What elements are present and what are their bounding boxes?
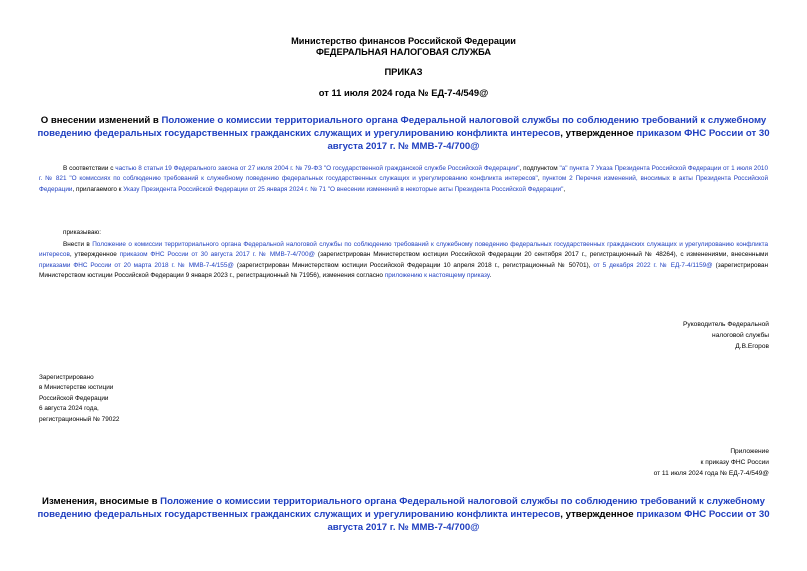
registration-line: в Министерстве юстиции — [39, 384, 114, 392]
preamble-link-decree-71[interactable]: Указу Президента Российской Федерации от 25 января 2024 г. № 71 "О внесении изменений в некоторые акты Президента Российской Федерации" — [123, 185, 564, 193]
signature-block — [569, 320, 769, 352]
body-text: Внести в — [63, 241, 93, 248]
changes-title-link-order[interactable]: приказом ФНС России от 30 августа 2017 г. № ММВ-7-4/700@ — [327, 509, 770, 533]
preamble-text: , — [537, 175, 543, 183]
appendix-block — [529, 447, 769, 479]
title-middle: , утвержденное — [560, 128, 637, 139]
title-prefix: О внесении изменений в — [40, 115, 162, 126]
body-link-regulation[interactable]: Положение о комиссии территориального органа Федеральной налоговой службы по соблюдению требований к служебному поведению федеральных государственных гражданских служащих и урегулированию конфликта интересов — [39, 241, 768, 259]
registration-line: Зарегистрировано — [39, 374, 94, 381]
body-text: (зарегистрирован Министерством юстиции Российской Федерации 20 сентября 2017 г., регистрационный № 48264), с изменениями, внесенными — [315, 251, 769, 259]
appendix-line: к приказу ФНС России — [700, 458, 769, 466]
document-header — [0, 36, 807, 58]
body-link-order-1159[interactable]: от 5 декабря 2022 г. № ЕД-7-4/1159@ — [593, 261, 713, 269]
preamble-link-decree-821[interactable]: "а" пункта 7 Указа Президента Российской Федерации от 1 июля 2010 г. № 821 "О комиссиях по соблюдению требований к служебному поведению федеральных государственных служащих и урегулированию конфликта интересов" — [39, 165, 768, 183]
signature-name: Д.В.Егоров — [735, 342, 769, 350]
body-link-order-700[interactable]: приказом ФНС России от 30 августа 2017 г. № ММВ-7-4/700@ — [119, 251, 316, 259]
changes-title — [30, 495, 777, 534]
document-type: ПРИКАЗ — [384, 66, 423, 77]
title-link-regulation[interactable]: Положение о комиссии территориального органа Федеральной налоговой службы по соблюдению требований к служебному поведению федеральных государственных гражданских служащих и урегулированию конфликта интересов — [37, 115, 767, 139]
document-title — [30, 114, 777, 153]
body-link-appendix[interactable]: приложению к настоящему приказу — [384, 272, 490, 280]
registration-block — [39, 373, 259, 425]
preamble-link-changes-list[interactable]: пунктом 2 Перечня изменений, вносимых в акты Президента Российской Федерации — [39, 175, 769, 193]
preamble-text: В соответствии с — [63, 165, 116, 172]
signature-line: Руководитель Федеральной — [683, 321, 769, 328]
signature-line: налоговой службы — [712, 331, 769, 339]
body-text: (зарегистрирован Министерством юстиции Российской Федерации 9 января 2023 г., регистрационный № 71956), изменения согласно — [39, 261, 768, 280]
registration-line: 6 августа 2024 года, — [39, 405, 99, 413]
body-text: . — [489, 272, 492, 280]
title-link-order[interactable]: приказом ФНС России от 30 августа 2017 г. № ММВ-7-4/700@ — [327, 128, 770, 152]
appendix-line: Приложение — [730, 448, 769, 455]
body-link-orders-155[interactable]: приказами ФНС России от 20 марта 2018 г. № ММВ-7-4/155@ — [39, 261, 234, 269]
order-body-paragraph — [39, 240, 768, 282]
registration-line: регистрационный № 79022 — [39, 415, 120, 423]
preamble-text: , подпунктом — [519, 165, 560, 172]
order-word: приказываю: — [63, 229, 101, 236]
ministry-name: Министерство финансов Российской Федерации — [291, 36, 516, 46]
preamble-link-federal-law[interactable]: частью 8 статьи 19 Федерального закона от 27 июля 2004 г. № 79-ФЗ "О государственной гражданской службе Российской Федерации" — [115, 165, 520, 172]
preamble-text: , прилагаемого к — [72, 185, 124, 193]
changes-title-prefix: Изменения, вносимые в — [42, 496, 161, 507]
body-text: , утвержденное — [69, 251, 120, 259]
body-text: (зарегистрирован Министерством юстиции Российской Федерации 10 апреля 2018 г., регистрационный № 50701), — [233, 261, 594, 269]
registration-line: Российской Федерации — [39, 394, 109, 402]
changes-title-link-regulation[interactable]: Положение о комиссии территориального органа Федеральной налоговой службы по соблюдению требований к служебному поведению федеральных государственных гражданских служащих и урегулированию конфликта интересов — [37, 496, 765, 520]
changes-title-middle: , утвержденное — [560, 509, 637, 520]
document-date-number: от 11 июля 2024 года № ЕД-7-4/549@ — [318, 87, 489, 98]
service-name: ФЕДЕРАЛЬНАЯ НАЛОГОВАЯ СЛУЖБА — [315, 47, 492, 57]
preamble-paragraph — [39, 164, 768, 195]
preamble-text: , — [563, 185, 566, 193]
appendix-line: от 11 июля 2024 года № ЕД-7-4/549@ — [653, 469, 769, 477]
